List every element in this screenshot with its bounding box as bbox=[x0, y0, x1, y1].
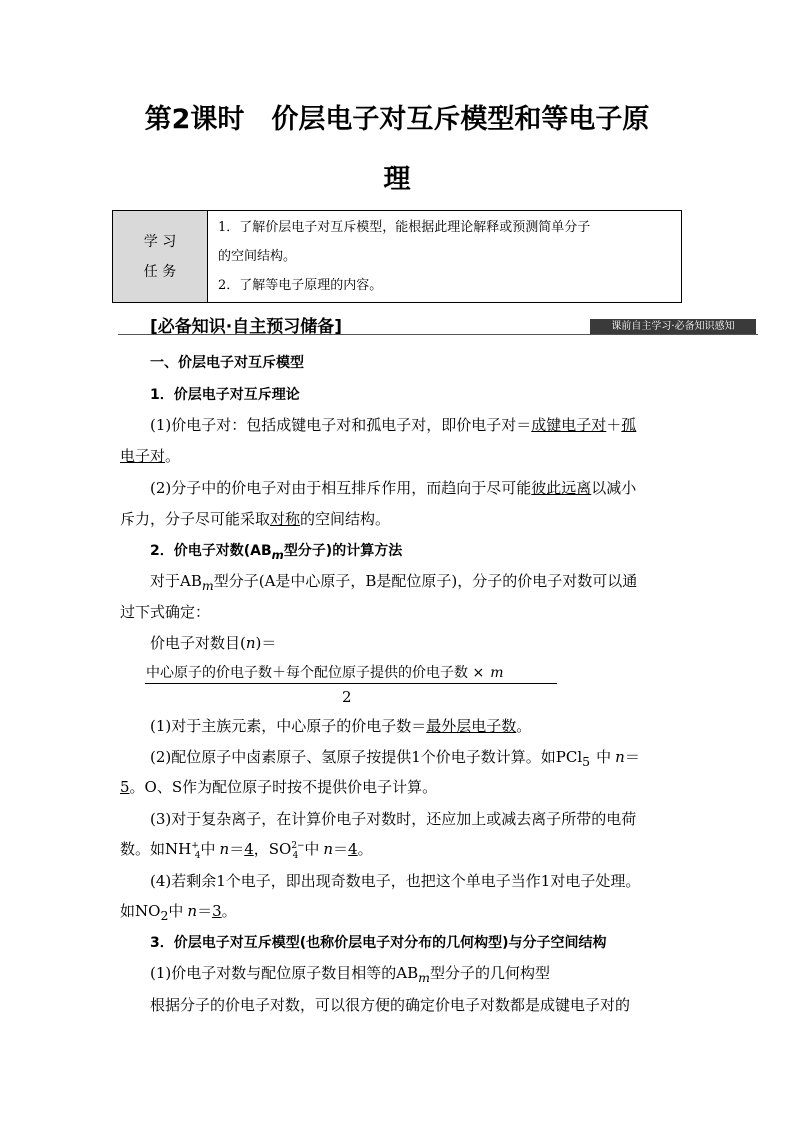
learning-task-table bbox=[112, 210, 682, 303]
task-item-1b: 的空间结构。 bbox=[218, 249, 297, 264]
task-label-line-2: 任 务 bbox=[143, 263, 177, 280]
task-item-1a: 1．了解价层电子对互斥模型，能根据此理论解释或预测简单分子 bbox=[218, 220, 591, 235]
paragraph-3-line-1: 对于$AB_m$型分子(A是中心原子，B是配位原子)，分子的价电子对数可以通 bbox=[150, 572, 638, 593]
paragraph-1-line-1: (1)价电子对：包括成键电子对和孤电子对，即价电子对＝成键电子对＋孤 bbox=[150, 416, 637, 434]
section-divider bbox=[118, 334, 758, 335]
rule-2-line-2: 5。O、S作为配位原子时按不提供价电子计算。 bbox=[120, 778, 438, 796]
task-label-line-1: 学 习 bbox=[143, 233, 177, 250]
paragraph-2-line-1: (2)分子中的价电子对由于相互排斥作用，而趋向于尽可能彼此远离以减小 bbox=[150, 479, 637, 497]
rule-1: (1)对于主族元素，中心原子的价电子数＝最外层电子数。 bbox=[150, 717, 532, 735]
section-tag: 课前自主学习·必备知识感知 bbox=[590, 319, 756, 334]
rule-4-line-2: 如$NO_2$中 n＝3。 bbox=[120, 902, 237, 923]
rule-4-line-1: (4)若剩余1个电子，即出现奇数电子，也把这个单电子当作1对电子处理。 bbox=[150, 872, 641, 890]
learning-task-content bbox=[208, 211, 682, 303]
paragraph-4: (1)价电子对数与配位原子数目相等的$AB_m$型分子的几何构型 bbox=[150, 964, 550, 985]
task-item-2: 2．了解等电子原理的内容。 bbox=[218, 278, 383, 293]
heading-calculation-method: 2．价电子对数($AB_m$型分子)的计算方法 bbox=[150, 543, 403, 562]
page-title-line-2: 理 bbox=[383, 164, 411, 195]
answer-so4-n: 4 bbox=[348, 840, 358, 858]
paragraph-3-line-2: 过下式确定： bbox=[120, 603, 211, 621]
heading-vsepr-theory: 1．价层电子对互斥理论 bbox=[150, 387, 300, 403]
page-title-line-1: 第2课时 价层电子对互斥模型和等电子原 bbox=[144, 104, 650, 135]
rule-2-line-1: (2)配位原子中卤素原子、氢原子按提供1个价电子数计算。如PCl$_5$ 中 n＝ bbox=[150, 748, 640, 769]
fraction-bar bbox=[145, 683, 557, 684]
paragraph-5: 根据分子的价电子对数，可以很方便的确定价电子对数都是成键电子对的 bbox=[150, 996, 631, 1014]
heading-vsepr-model: 一、价层电子对互斥模型 bbox=[150, 355, 304, 371]
answer-far-apart: 彼此远离 bbox=[531, 479, 592, 497]
answer-lone-pairs-part1: 孤 bbox=[621, 416, 637, 434]
learning-task-label bbox=[113, 211, 208, 303]
answer-pcl5-n: 5 bbox=[120, 778, 130, 796]
heading-vsepr-geometry: 3．价层电子对互斥模型(也称价层电子对分布的几何构型)与分子空间结构 bbox=[150, 935, 607, 951]
formula-numerator: 中心原子的价电子数＋每个配位原子提供的价电子数 × m bbox=[146, 665, 504, 681]
answer-outer-shell-electrons: 最外层电子数 bbox=[426, 717, 517, 735]
rule-3-line-1: (3)对于复杂离子，在计算价电子对数时，还应加上或减去离子所带的电荷 bbox=[150, 810, 637, 828]
formula-denominator: 2 bbox=[342, 688, 352, 706]
paragraph-2-line-2: 斥力，分子尽可能采取对称的空间结构。 bbox=[120, 510, 391, 528]
section-title: [必备知识·自主预习储备] bbox=[150, 317, 342, 337]
paragraph-1-line-2: 电子对。 bbox=[120, 447, 181, 465]
answer-lone-pairs-part2: 电子对 bbox=[120, 447, 166, 465]
answer-bonding-pairs: 成键电子对 bbox=[531, 416, 607, 434]
answer-no2-n: 3 bbox=[212, 902, 222, 920]
answer-nh4-n: 4 bbox=[244, 840, 254, 858]
answer-symmetric: 对称 bbox=[270, 510, 301, 528]
formula-lhs: 价电子对数目(n)＝ bbox=[150, 634, 277, 652]
rule-3-line-2: 数。如$NH^+_4$中 n＝4，$SO^{2-}_4$ 中 n＝4。 bbox=[120, 840, 373, 861]
